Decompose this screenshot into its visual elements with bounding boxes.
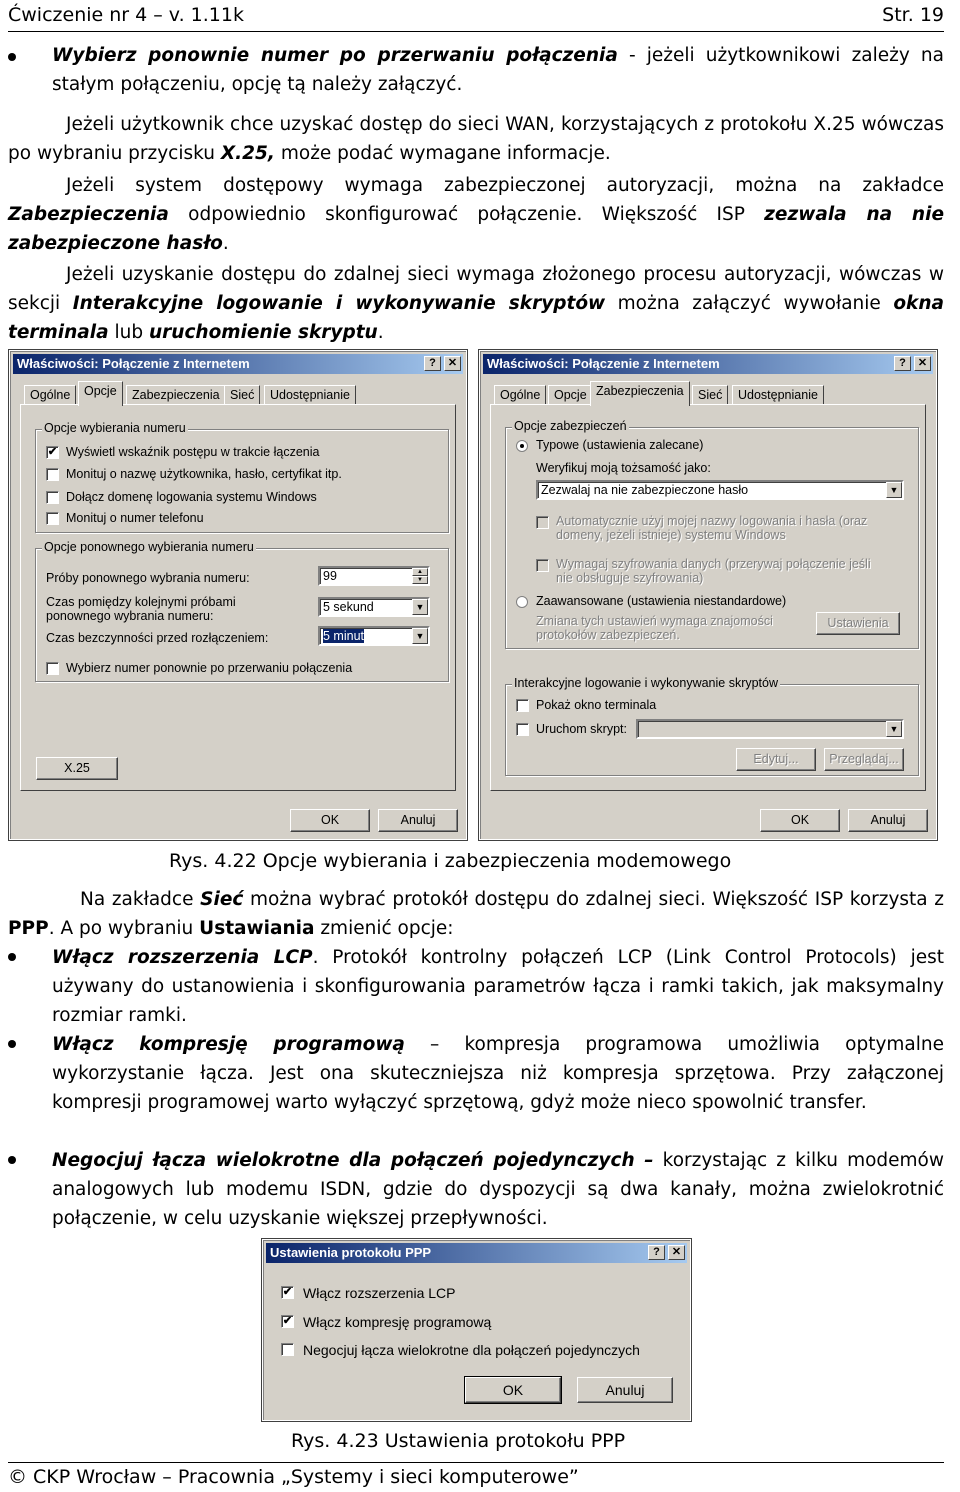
label-prompt-number: Monituj o numer telefonu: [66, 511, 204, 525]
security-dialog: [479, 350, 937, 840]
checkbox-auto-logon[interactable]: [536, 516, 549, 529]
redial-options-group: [35, 540, 449, 682]
tab-sharing[interactable]: Udostępnianie: [264, 385, 356, 405]
dialog-titlebar: [13, 354, 463, 374]
label-redial-interval: Czas pomiędzy kolejnymi próbami ponownego wybrania numeru:: [46, 595, 236, 623]
tab-sharing[interactable]: Udostępnianie: [732, 385, 824, 405]
radio-typical[interactable]: [516, 440, 528, 452]
checkbox-progress[interactable]: ✔: [47, 446, 58, 458]
page-footer: © CKP Wrocław – Pracownia „Systemy i sieci komputerowe”: [8, 1462, 944, 1488]
cancel-button[interactable]: Anuluj: [848, 809, 928, 832]
checkbox-multilink[interactable]: [281, 1343, 294, 1356]
cancel-button[interactable]: Anuluj: [378, 809, 458, 832]
tab-network[interactable]: Sieć: [224, 385, 260, 405]
dialog-title: Właściwości: Połączenie z Internetem: [487, 356, 720, 371]
dialing-options-group: [35, 421, 449, 533]
checkbox-terminal[interactable]: [516, 699, 529, 712]
paragraph-x25: Jeżeli użytkownik chce uzyskać dostęp do sieci WAN, korzystających z protokołu X.25 wówczas po wybraniu przycisku X.25, może podać wymagane informacje.: [8, 114, 944, 164]
help-button[interactable]: ?: [648, 1245, 665, 1260]
tab-bar: [20, 381, 456, 405]
tab-security[interactable]: Zabezpieczenia: [590, 381, 690, 406]
redial-attempts-input[interactable]: 99 ▲ ▼: [318, 566, 430, 586]
radio-advanced[interactable]: [516, 596, 528, 608]
tab-general[interactable]: Ogólne: [494, 385, 546, 405]
tab-bar: [490, 381, 926, 405]
dialog-titlebar: [266, 1243, 687, 1263]
figure-caption: Rys. 4.22 Opcje wybierania i zabezpieczenia modemowego: [169, 850, 732, 872]
label-terminal: Pokaż okno terminala: [536, 698, 657, 712]
group-title: Opcje zabezpieczeń: [514, 419, 627, 433]
paragraph-bullet-redial: Wybierz ponownie numer po przerwaniu połączenia - jeżeli użytkownikowi zależy na stałym połączeniu, opcję tą należy załączyć.: [52, 45, 944, 95]
label-compression: Włącz kompresję programową: [303, 1314, 492, 1330]
label-prompt-name: Monituj o nazwę użytkownika, hasło, certyfikat itp.: [66, 467, 342, 481]
bullet-dot: [8, 1040, 16, 1048]
help-button[interactable]: ?: [894, 356, 911, 371]
bullet-lcp: Włącz rozszerzenia LCP. Protokół kontrolny połączeń LCP (Link Control Protocols) jest używany do ustanowienia i skonfigurowania parametrów łącza i ramki takich, jak maksymalny rozmiar ramki.: [52, 947, 944, 1026]
idle-time-select[interactable]: 5 minut ▼: [318, 626, 430, 646]
tab-options[interactable]: Opcje: [78, 381, 123, 406]
checkbox-compression[interactable]: ✔: [282, 1315, 293, 1327]
close-button[interactable]: ✕: [444, 356, 461, 371]
interactive-logon-group: [505, 676, 919, 776]
checkbox-domain[interactable]: [46, 491, 59, 504]
ok-button[interactable]: OK: [465, 1377, 561, 1403]
label-progress: Wyświetl wskaźnik postępu w trakcie łączenia: [66, 445, 320, 459]
label-advanced: Zaawansowane (ustawienia niestandardowe): [536, 594, 787, 608]
label-domain: Dołącz domenę logowania systemu Windows: [66, 490, 317, 504]
browse-button[interactable]: Przeglądaj...: [824, 748, 904, 771]
label-auto-logon: Automatycznie użyj mojej nazwy logowania i hasła (oraz domeny, jeżeli istnieje) systemu Windows: [556, 514, 868, 542]
verify-identity-select[interactable]: Zezwalaj na nie zabezpieczone hasło ▼: [536, 480, 904, 500]
page-number: Str. 19: [882, 4, 944, 26]
redial-interval-select[interactable]: 5 sekund ▼: [318, 597, 430, 617]
checkbox-prompt-name[interactable]: [46, 468, 59, 481]
bullet-multilink: Negocjuj łącza wielokrotne dla połączeń pojedynczych – korzystając z kilku modemów analogowych lub modemu ISDN, gdzie do dyspozycji są dwa kanały, można zwielokrotnić połączenie, w celu uzyskanie większej przepływności.: [52, 1150, 945, 1229]
settings-button[interactable]: Ustawienia: [816, 612, 900, 635]
label-redial: Wybierz numer ponownie po przerwaniu połączenia: [66, 661, 353, 675]
tab-general[interactable]: Ogólne: [24, 385, 76, 405]
ok-button[interactable]: OK: [760, 809, 840, 832]
label-require-encryption: Wymagaj szyfrowania danych (przerywaj połączenie jeśli nie obsługuje szyfrowania): [556, 557, 871, 585]
cancel-button[interactable]: Anuluj: [577, 1377, 673, 1403]
script-select[interactable]: ▼: [636, 719, 904, 739]
group-title: Opcje ponownego wybierania numeru: [44, 540, 254, 554]
security-options-group: [505, 419, 919, 649]
header-title: Ćwiczenie nr 4 – v. 1.11k: [8, 4, 244, 26]
checkbox-prompt-number[interactable]: [46, 512, 59, 525]
tab-panel: [20, 404, 456, 791]
tab-panel: [490, 404, 926, 791]
label-redial-attempts: Próby ponownego wybrania numeru:: [46, 571, 250, 585]
tab-network[interactable]: Sieć: [692, 385, 728, 405]
ok-button[interactable]: OK: [290, 809, 370, 832]
label-verify: Weryfikuj moją tożsamość jako:: [536, 461, 711, 475]
label-idle-time: Czas bezczynności przed rozłączeniem:: [46, 631, 269, 645]
options-dialog: [9, 350, 467, 840]
dialog-title: Ustawienia protokołu PPP: [270, 1245, 432, 1260]
bullet-dot: [8, 953, 16, 961]
paragraph-security: Jeżeli system dostępowy wymaga zabezpieczonej autoryzacji, można na zakładce Zabezpieczenia odpowiednio skonfigurować połączenie. Większość ISP zezwala na nie zabezpieczone hasło.: [8, 175, 944, 254]
checkbox-redial[interactable]: [46, 662, 59, 675]
dialog-title: Właściwości: Połączenie z Internetem: [17, 356, 250, 371]
group-title: Opcje wybierania numeru: [44, 421, 186, 435]
paragraph-network: Na zakładce Sieć można wybrać protokół dostępu do zdalnej sieci. Większość ISP korzysta z PPP. A po wybraniu Ustawiania zmienić opcje:: [8, 889, 945, 939]
x25-button[interactable]: X.25: [36, 757, 118, 780]
tab-security[interactable]: Zabezpieczenia: [126, 385, 226, 405]
label-lcp: Włącz rozszerzenia LCP: [303, 1285, 456, 1301]
close-button[interactable]: ✕: [668, 1245, 685, 1260]
paragraph-interactive: Jeżeli uzyskanie dostępu do zdalnej sieci wymaga złożonego procesu autoryzacji, wówczas w sekcji Interakcyjne logowanie i wykonywanie skryptów można załączyć wywołanie okna terminala lub uruchomienie skryptu.: [8, 264, 944, 343]
checkbox-lcp[interactable]: ✔: [282, 1286, 293, 1298]
label-script: Uruchom skrypt:: [536, 722, 627, 736]
help-button[interactable]: ?: [424, 356, 441, 371]
group-title: Interakcyjne logowanie i wykonywanie skryptów: [514, 676, 779, 690]
page-header: [8, 2, 944, 32]
edit-button[interactable]: Edytuj...: [736, 748, 816, 771]
bullet-dot: [8, 1156, 16, 1164]
checkbox-script[interactable]: [516, 723, 529, 736]
bullet-compression: Włącz kompresję programową – kompresja programowa umożliwia optymalne wykorzystanie łącza. Jest ona skuteczniejsza niż kompresja sprzętowa. Przy załączonej kompresji programowej warto wyłączyć sprzętową, gdyż może nieco spowolnić transfer.: [52, 1034, 944, 1113]
close-button[interactable]: ✕: [914, 356, 931, 371]
tab-options[interactable]: Opcje: [548, 385, 593, 405]
checkbox-require-encryption[interactable]: [536, 559, 549, 572]
ppp-settings-dialog: [262, 1239, 691, 1421]
label-multilink: Negocjuj łącza wielokrotne dla połączeń pojedynczych: [303, 1342, 640, 1358]
advanced-note: Zmiana tych ustawień wymaga znajomości protokołów zabezpieczeń.: [536, 614, 773, 642]
label-typical: Typowe (ustawienia zalecane): [536, 438, 704, 452]
dialog-titlebar: [483, 354, 933, 374]
figure-caption: Rys. 4.23 Ustawienia protokołu PPP: [291, 1430, 626, 1452]
bullet-dot: [8, 53, 16, 61]
